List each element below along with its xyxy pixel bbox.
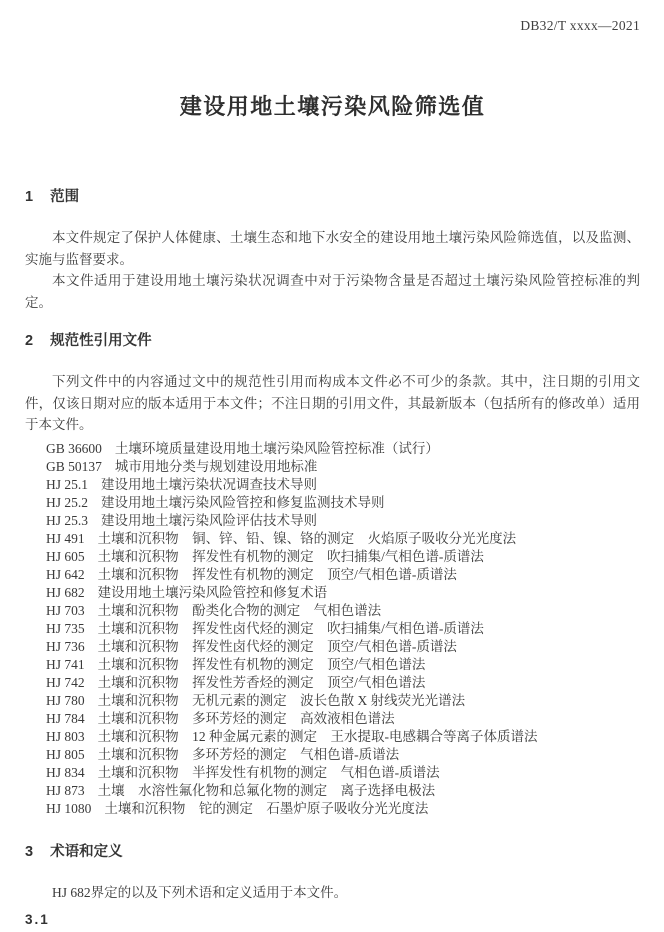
- subclause-3-1: 3.1: [25, 912, 50, 927]
- reference-item: [46, 746, 640, 764]
- reference-title: 土壤环境质量建设用地土壤污染风险管控标准（试行）: [114, 440, 439, 456]
- reference-title: 土壤和沉积物 半挥发性有机物的测定 气相色谱-质谱法: [97, 764, 440, 780]
- reference-code: GB 50137: [46, 458, 102, 474]
- reference-code: HJ 491: [46, 530, 85, 546]
- reference-title: 建设用地土壤污染风险管控和修复监测技术导则: [101, 494, 385, 510]
- section-2-number: 2: [25, 333, 34, 349]
- reference-code: HJ 682: [46, 584, 85, 600]
- section-2-label: 规范性引用文件: [50, 333, 152, 349]
- section-3-heading: [25, 844, 640, 861]
- reference-code: HJ 741: [46, 656, 85, 672]
- reference-code: HJ 642: [46, 566, 85, 582]
- reference-title: 土壤和沉积物 无机元素的测定 波长色散 X 射线荧光光谱法: [97, 692, 466, 708]
- reference-title: 土壤和沉积物 挥发性有机物的测定 顶空/气相色谱法: [97, 656, 426, 672]
- reference-list: [25, 440, 640, 818]
- reference-code: HJ 25.2: [46, 494, 89, 510]
- reference-item: [46, 458, 640, 476]
- reference-code: HJ 1080: [46, 800, 92, 816]
- reference-code: HJ 25.3: [46, 512, 89, 528]
- reference-code: HJ 805: [46, 746, 85, 762]
- doc-title: 建设用地土壤污染风险筛选值: [179, 94, 486, 119]
- reference-title: 土壤和沉积物 挥发性有机物的测定 顶空/气相色谱-质谱法: [97, 566, 457, 582]
- reference-item: [46, 656, 640, 674]
- section-1-paragraph-1: 本文件规定了保护人体健康、土壤生态和地下水安全的建设用地土壤污染风险筛选值，以及监测、实施与监督要求。: [25, 230, 640, 267]
- reference-code: HJ 735: [46, 620, 85, 636]
- reference-item: [46, 512, 640, 530]
- section-2-intro: 下列文件中的内容通过文中的规范性引用而构成本文件必不可少的条款。其中，注日期的引用文件，仅该日期对应的版本适用于本文件；不注日期的引用文件，其最新版本（包括所有的修改单）适用于本文件。: [25, 374, 640, 432]
- section-1-paragraph-2: 本文件适用于建设用地土壤污染状况调查中对于污染物含量是否超过土壤污染风险管控标准的判定。: [25, 273, 640, 310]
- reference-item: [46, 692, 640, 710]
- reference-title: 土壤和沉积物 多环芳烃的测定 气相色谱-质谱法: [97, 746, 400, 762]
- section-1-number: 1: [25, 189, 34, 205]
- reference-code: GB 36600: [46, 440, 102, 456]
- reference-item: [46, 584, 640, 602]
- reference-item: [46, 620, 640, 638]
- reference-item: [46, 782, 640, 800]
- reference-item: [46, 548, 640, 566]
- reference-title: 建设用地土壤污染状况调查技术导则: [101, 476, 318, 492]
- section-2-heading: [25, 333, 640, 350]
- reference-code: HJ 605: [46, 548, 85, 564]
- reference-title: 土壤和沉积物 挥发性有机物的测定 吹扫捕集/气相色谱-质谱法: [97, 548, 484, 564]
- reference-item: [46, 764, 640, 782]
- section-3-label: 术语和定义: [50, 843, 123, 860]
- reference-code: HJ 25.1: [46, 476, 89, 492]
- reference-item: [46, 638, 640, 656]
- section-3-paragraph: HJ 682界定的以及下列术语和定义适用于本文件。: [52, 884, 348, 900]
- reference-item: [46, 602, 640, 620]
- reference-code: HJ 703: [46, 602, 85, 618]
- section-3-number: 3: [25, 843, 34, 860]
- reference-title: 建设用地土壤污染风险评估技术导则: [101, 512, 318, 528]
- reference-title: 土壤和沉积物 挥发性卤代烃的测定 吹扫捕集/气相色谱-质谱法: [97, 620, 484, 636]
- reference-item: [46, 674, 640, 692]
- reference-item: [46, 476, 640, 494]
- reference-code: HJ 742: [46, 674, 85, 690]
- section-1-label: 范围: [50, 189, 80, 205]
- reference-code: HJ 834: [46, 764, 85, 780]
- reference-title: 土壤和沉积物 铊的测定 石墨炉原子吸收分光光度法: [104, 800, 429, 816]
- reference-item: [46, 728, 640, 746]
- section-1-heading: [25, 189, 640, 206]
- reference-title: 建设用地土壤污染风险管控和修复术语: [97, 584, 328, 600]
- reference-code: HJ 780: [46, 692, 85, 708]
- reference-title: 城市用地分类与规划建设用地标准: [114, 458, 318, 474]
- reference-title: 土壤和沉积物 酚类化合物的测定 气相色谱法: [97, 602, 382, 618]
- running-header: [25, 18, 640, 34]
- doc-number: DB32/T xxxx—2021: [520, 18, 640, 33]
- reference-code: HJ 803: [46, 728, 85, 744]
- reference-item: [46, 566, 640, 584]
- reference-title: 土壤 水溶性氟化物和总氟化物的测定 离子选择电极法: [97, 782, 436, 798]
- reference-item: [46, 440, 640, 458]
- reference-item: [46, 494, 640, 512]
- reference-title: 土壤和沉积物 铜、锌、铅、镍、铬的测定 火焰原子吸收分光光度法: [97, 530, 517, 546]
- reference-code: HJ 873: [46, 782, 85, 798]
- reference-item: [46, 800, 640, 818]
- reference-title: 土壤和沉积物 挥发性卤代烃的测定 顶空/气相色谱-质谱法: [97, 638, 457, 654]
- reference-title: 土壤和沉积物 挥发性芳香烃的测定 顶空/气相色谱法: [97, 674, 426, 690]
- reference-code: HJ 784: [46, 710, 85, 726]
- reference-item: [46, 710, 640, 728]
- reference-title: 土壤和沉积物 多环芳烃的测定 高效液相色谱法: [97, 710, 395, 726]
- reference-code: HJ 736: [46, 638, 85, 654]
- reference-title: 土壤和沉积物 12 种金属元素的测定 王水提取-电感耦合等离子体质谱法: [97, 728, 538, 744]
- reference-item: [46, 530, 640, 548]
